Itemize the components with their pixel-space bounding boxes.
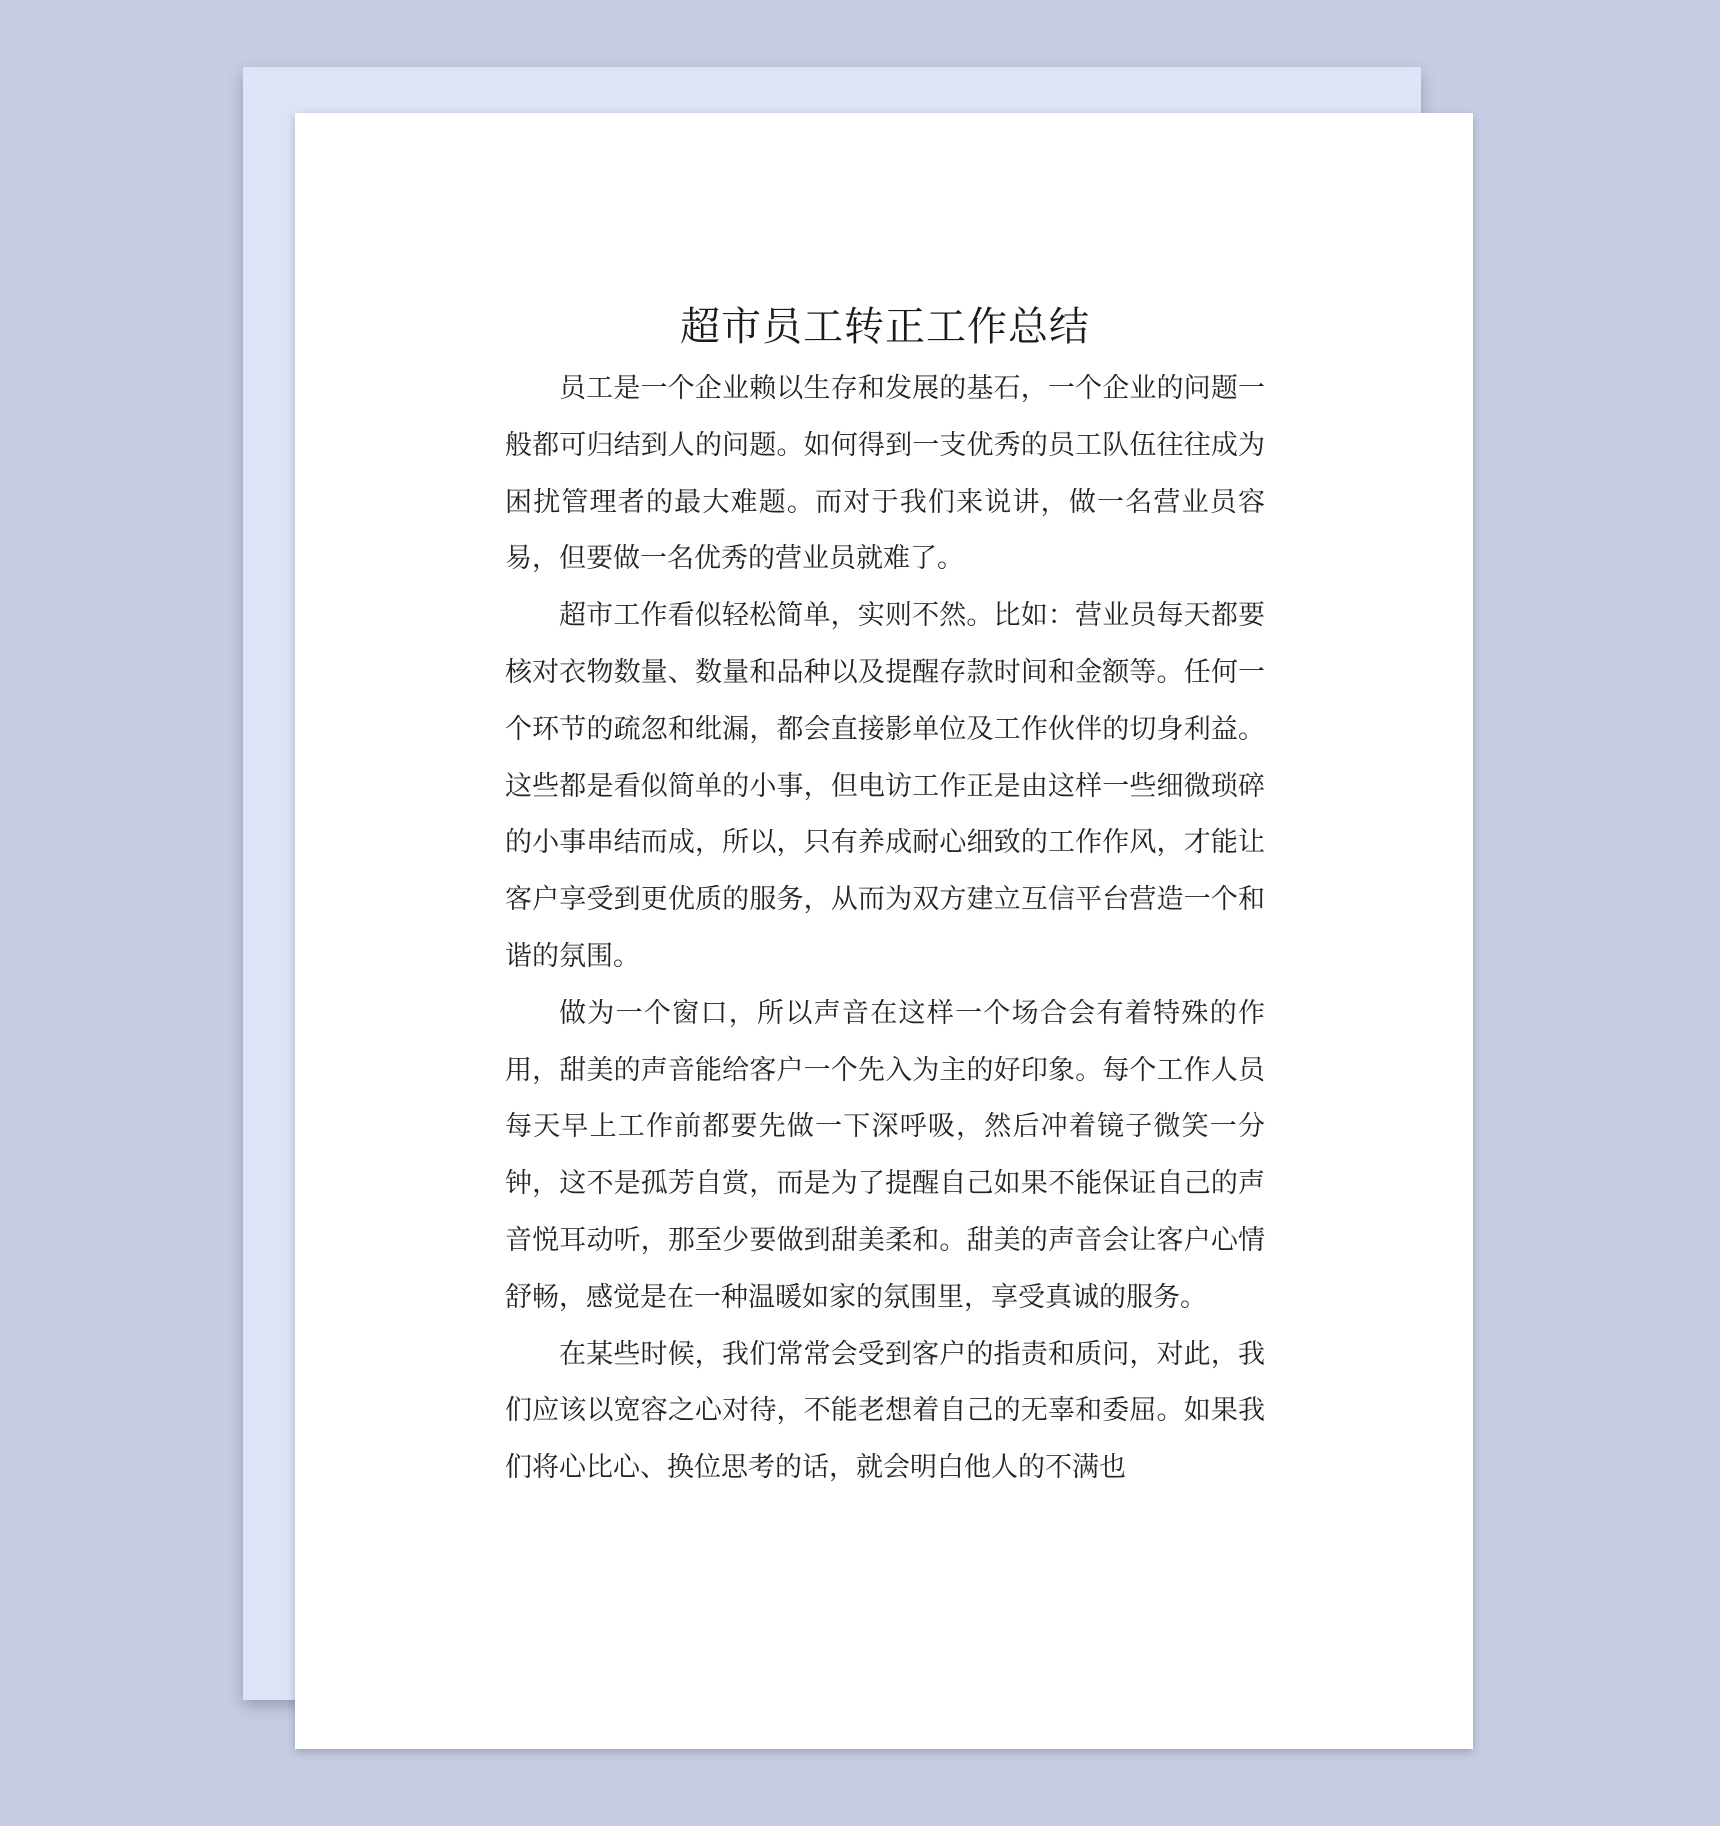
paragraph-4: 在某些时候，我们常常会受到客户的指责和质问，对此，我们应该以宽容之心对待，不能老想着自己的无辜和委屈。如果我们将心比心、换位思考的话，就会明白他人的不满也	[505, 1338, 1265, 1484]
document-title: 超市员工转正工作总结	[680, 304, 1090, 350]
paragraph-2: 超市工作看似轻松简单，实则不然。比如：营业员每天都要核对衣物数量、数量和品种以及提醒存款时间和金额等。任何一个环节的疏忽和纰漏，都会直接影单位及工作伙伴的切身利益。这些都是看似简单的小事，但电访工作正是由这样一些细微琐碎的小事串结而成，所以，只有养成耐心细致的工作作风，才能让客户享受到更优质的服务，从而为双方建立互信平台营造一个和谐的氛围。	[505, 600, 1265, 972]
document-body	[505, 299, 1265, 1497]
paragraph-1: 员工是一个企业赖以生存和发展的基石，一个企业的问题一般都可归结到人的问题。如何得到一支优秀的员工队伍往往成为困扰管理者的最大难题。而对于我们来说讲，做一名营业员容易，但要做一名优秀的营业员就难了。	[505, 373, 1265, 575]
paragraph-3: 做为一个窗口，所以声音在这样一个场合会有着特殊的作用，甜美的声音能给客户一个先入为主的好印象。每个工作人员每天早上工作前都要先做一下深呼吸，然后冲着镜子微笑一分钟，这不是孤芳自赏，而是为了提醒自己如果不能保证自己的声音悦耳动听，那至少要做到甜美柔和。甜美的声音会让客户心情舒畅，感觉是在一种温暖如家的氛围里，享受真诚的服务。	[505, 997, 1265, 1313]
document-page	[295, 113, 1473, 1749]
